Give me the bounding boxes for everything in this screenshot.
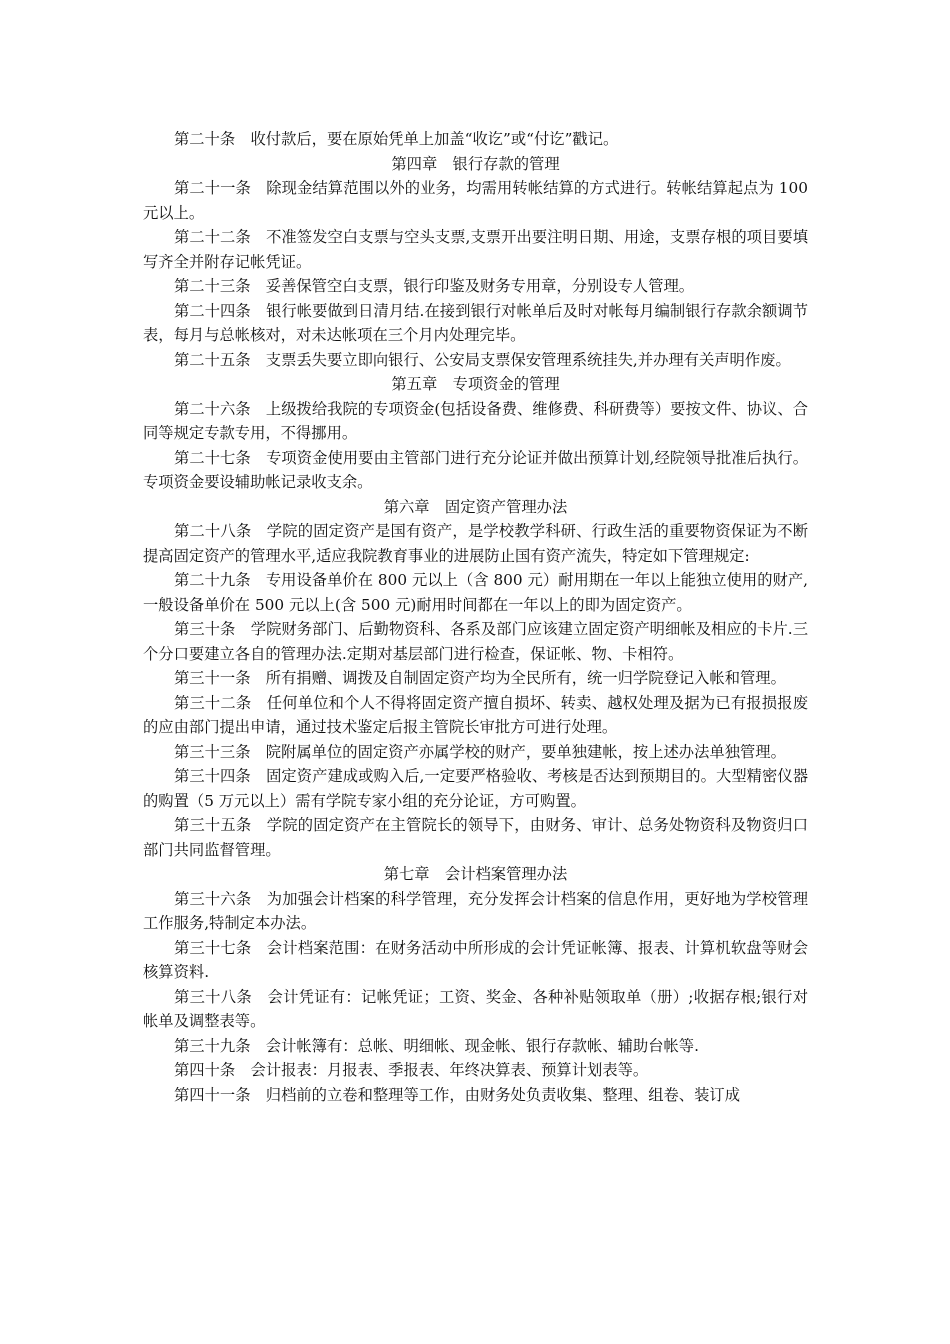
document-body xyxy=(143,127,808,1107)
article-paragraph: 第三十七条 会计档案范围：在财务活动中所形成的会计凭证帐簿、报表、计算机软盘等财会核算资料. xyxy=(143,938,808,981)
chapter-heading: 第五章 专项资金的管理 xyxy=(391,375,560,393)
article-paragraph: 第四十条 会计报表：月报表、季报表、年终决算表、预算计划表等。 xyxy=(174,1061,649,1079)
article-paragraph: 第三十一条 所有捐赠、调拨及自制固定资产均为全民所有，统一归学院登记入帐和管理。 xyxy=(174,669,786,687)
chapter-heading: 第四章 银行存款的管理 xyxy=(391,154,560,173)
article-paragraph: 第三十二条 任何单位和个人不得将固定资产擅自损坏、转卖、越权处理及据为已有报损报废的应由部门提出申请，通过技术鉴定后报主管院长审批方可进行处理。 xyxy=(143,693,808,736)
article-paragraph: 第三十条 学院财务部门、后勤物资科、各系及部门应该建立固定资产明细帐及相应的卡片.三个分口要建立各自的管理办法.定期对基层部门进行检查，保证帐、物、卡相符。 xyxy=(143,620,808,663)
article-paragraph: 第二十八条 学院的固定资产是国有资产，是学校教学科研、行政生活的重要物资保证为不断提高固定资产的管理水平,适应我院教育事业的进展防止国有资产流失，特定如下管理规定: xyxy=(143,522,808,565)
article-paragraph: 第三十四条 固定资产建成或购入后,一定要严格验收、考核是否达到预期目的。大型精密仪器的购置（5 万元以上）需有学院专家小组的充分论证，方可购置。 xyxy=(143,767,808,810)
article-paragraph: 第三十五条 学院的固定资产在主管院长的领导下，由财务、审计、总务处物资科及物资归口部门共同监督管理。 xyxy=(143,816,808,859)
article-paragraph: 第三十九条 会计帐簿有：总帐、明细帐、现金帐、银行存款帐、辅助台帐等. xyxy=(174,1036,699,1055)
chapter-heading: 第六章 固定资产管理办法 xyxy=(383,497,568,516)
article-paragraph: 第二十条 收付款后，要在原始凭单上加盖“收讫”或“付讫”戳记。 xyxy=(174,130,619,148)
article-paragraph: 第二十七条 专项资金使用要由主管部门进行充分论证并做出预算计划,经院领导批准后执行。专项资金要设辅助帐记录收支余。 xyxy=(143,448,808,491)
chapter-heading: 第七章 会计档案管理办法 xyxy=(383,865,568,883)
article-paragraph: 第二十二条 不准签发空白支票与空头支票,支票开出要注明日期、用途，支票存根的项目要填写齐全并附存记帐凭证。 xyxy=(143,228,808,271)
article-paragraph: 第三十三条 院附属单位的固定资产亦属学校的财产，要单独建帐，按上述办法单独管理。 xyxy=(174,742,786,761)
article-paragraph: 第二十九条 专用设备单价在 800 元以上（含 800 元）耐用期在一年以上能独立使用的财产,一般设备单价在 500 元以上(含 500 元)耐用时间都在一年以上的即为固定资产。 xyxy=(143,571,808,614)
article-paragraph: 第二十六条 上级拨给我院的专项资金(包括设备费、维修费、科研费等）要按文件、协议、合同等规定专款专用，不得挪用。 xyxy=(143,399,808,442)
article-paragraph: 第二十三条 妥善保管空白支票，银行印鉴及财务专用章，分别设专人管理。 xyxy=(174,277,695,295)
article-paragraph: 第四十一条 归档前的立卷和整理等工作，由财务处负责收集、整理、组卷、装订成 xyxy=(174,1085,740,1104)
article-paragraph: 第二十五条 支票丢失要立即向银行、公安局支票保安管理系统挂失,并办理有关声明作废。 xyxy=(174,350,791,369)
article-paragraph: 第二十一条 除现金结算范围以外的业务，均需用转帐结算的方式进行。转帐结算起点为 100 元以上。 xyxy=(143,179,808,222)
article-paragraph: 第三十八条 会计凭证有：记帐凭证；工资、奖金、各种补贴领取单（册）;收据存根;银行对帐单及调整表等。 xyxy=(143,987,808,1030)
article-paragraph: 第二十四条 银行帐要做到日清月结.在接到银行对帐单后及时对帐每月编制银行存款余额调节表，每月与总帐核对，对未达帐项在三个月内处理完毕。 xyxy=(143,301,808,344)
article-paragraph: 第三十六条 为加强会计档案的科学管理，充分发挥会计档案的信息作用，更好地为学校管理工作服务,特制定本办法。 xyxy=(143,889,808,932)
